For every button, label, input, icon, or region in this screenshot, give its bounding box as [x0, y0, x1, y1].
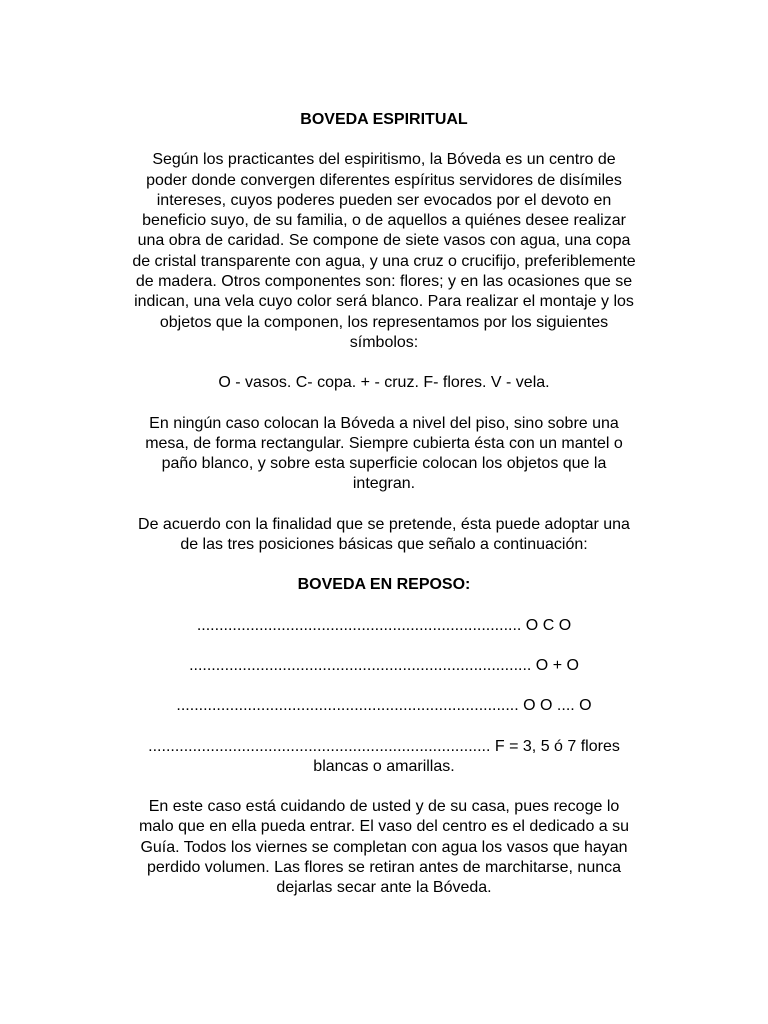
diagram-row: ......................................................................... O C O	[196, 616, 572, 634]
text-line: integran.	[352, 475, 416, 493]
text-line: De acuerdo con la finalidad que se pretende, ésta puede adoptar una	[138, 515, 630, 533]
text-line: paño blanco, y sobre esta superficie colocan los objetos que la	[161, 455, 607, 473]
text-line: intereses, cuyos poderes pueden ser evocados por el devoto en	[156, 191, 612, 209]
intro-paragraph	[104, 150, 664, 353]
text-line: Guía. Todos los viernes se completan con agua los vasos que hayan	[140, 838, 628, 856]
diagram-row-continuation: blancas o amarillas.	[313, 757, 455, 775]
diagram-row: ............................................................................. F = 3, 5 ó 7 flores	[148, 737, 620, 755]
text-line: una obra de caridad. Se compone de siete vasos con agua, una copa	[137, 232, 631, 250]
section-subtitle: BOVEDA EN REPOSO:	[297, 576, 471, 594]
document-title: BOVEDA ESPIRITUAL	[300, 111, 468, 128]
document-body	[104, 110, 664, 899]
text-line: indican, una vela cuyo color será blanco. Para realizar el montaje y los	[134, 293, 634, 311]
text-line: Según los practicantes del espiritismo, la Bóveda es un centro de	[152, 151, 616, 169]
text-line: mesa, de forma rectangular. Siempre cubierta ésta con un mantel o	[145, 434, 623, 452]
symbol-legend: O - vasos. C- copa. + - cruz. F- flores. V - vela.	[218, 374, 550, 392]
text-line: de cristal transparente con agua, y una cruz o crucifijo, preferiblemente	[132, 252, 636, 270]
text-line: En este caso está cuidando de usted y de su casa, pues recoge lo	[148, 798, 620, 816]
text-line: beneficio suyo, de su familia, o de aquellos a quiénes desee realizar	[142, 212, 626, 230]
text-line: malo que en ella pueda entrar. El vaso del centro es el dedicado a su	[138, 818, 630, 836]
table-paragraph	[104, 414, 664, 495]
text-line: perdido volumen. Las flores se retiran antes de marchitarse, nunca	[146, 859, 622, 877]
text-line: poder donde convergen diferentes espíritus servidores de disímiles	[146, 171, 622, 189]
diagram-row: ............................................................................. O + O	[189, 656, 579, 674]
text-line: objetos que la componen, los representamos por los siguientes	[159, 313, 609, 331]
positions-paragraph	[104, 515, 664, 556]
text-line: dejarlas secar ante la Bóveda.	[276, 879, 492, 897]
text-line: En ningún caso colocan la Bóveda a nivel del piso, sino sobre una	[149, 414, 619, 432]
text-line: de las tres posiciones básicas que señalo a continuación:	[180, 536, 588, 554]
closing-paragraph	[104, 797, 664, 898]
text-line: de madera. Otros componentes son: flores; y en las ocasiones que se	[135, 273, 633, 291]
text-line: símbolos:	[349, 333, 419, 351]
diagram-row: ............................................................................. O O .... O	[176, 697, 592, 715]
